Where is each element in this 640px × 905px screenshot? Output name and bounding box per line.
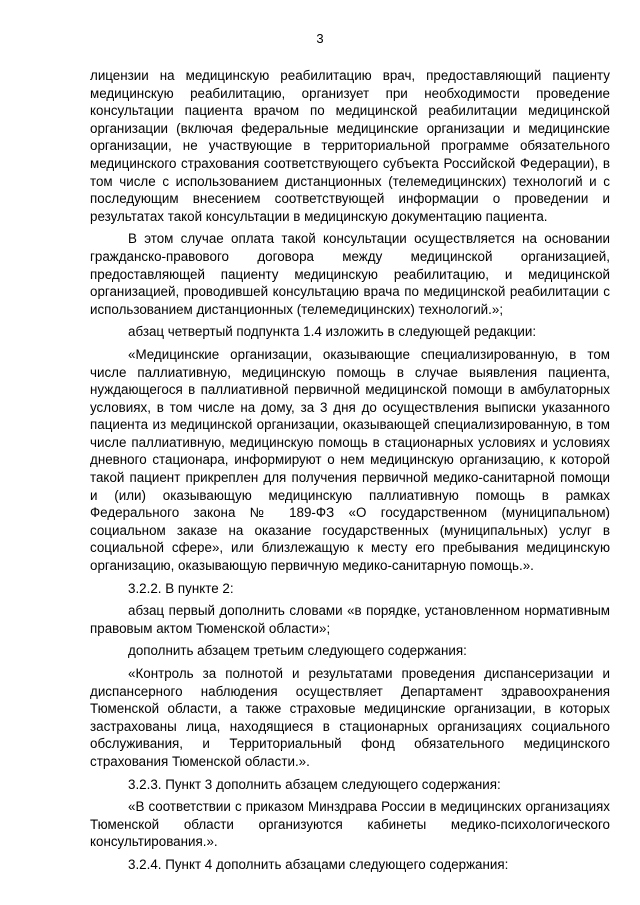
paragraph-control-dispensary: «Контроль за полнотой и результатами проведения диспансеризации и диспансерного наблюдения осуществляет Департамент здравоохранения Тюменской области, а также страховые медицинские организации, в которых застрахованы лица, находящиеся в стационарных организациях социального обслуживания, и Территориальный фонд обязательного медицинского страхования Тюменской области.». (90, 666, 610, 769)
paragraph-amendment-instruction: абзац четвертый подпункта 1.4 изложить в следующей редакции: (128, 324, 537, 340)
document-body (90, 67, 610, 879)
paragraph-section-3-2-3: 3.2.3. Пункт 3 дополнить абзацем следующего содержания: (128, 776, 501, 792)
paragraph-license-continuation: лицензии на медицинскую реабилитацию врач, предоставляющий пациенту медицинскую реабилитацию, организует при необходимости проведение консультации пациента врачом по медицинской реабилитации медицинской организации (включая федеральные медицинские организации и медицинские организации, не участвующие в территориальной программе обязательного медицинского страхования соответствующего субъекта Российской Федерации), в том числе с использованием дистанционных (телемедицинских) технологий и с последующим внесением соответствующей информации о проведении и результатах такой консультации в медицинскую документацию пациента. (90, 68, 610, 224)
paragraph-palliative-care: «Медицинские организации, оказывающие специализированную, в том числе паллиативную, медицинскую помощь в случае выявления пациента, нуждающегося в паллиативной первичной медицинской помощи в амбулаторных условиях, в том числе на дому, за 3 дня до осуществления выписки указанного пациента из медицинской организации, оказывающей специализированную, в том числе паллиативную, медицинскую помощь в стационарных условиях и условиях дневного стационара, информируют о нем медицинскую организацию, к которой такой пациент прикреплен для получения первичной медико-санитарной помощи и (или) оказывающую медицинскую паллиативную помощь в рамках Федерального закона № 189-ФЗ «О государственном (муниципальном) социальном заказе на оказание государственных (муниципальных) услуг в социальной сфере», или близлежащую к месту его пребывания медицинскую организацию, оказывающую первичную медико-санитарную помощь.». (90, 346, 610, 574)
paragraph-section-3-2-4: 3.2.4. Пункт 4 дополнить абзацами следующего содержания: (128, 856, 509, 872)
paragraph-psych-consulting: «В соответствии с приказом Минздрава России в медицинских организациях Тюменской области организуются кабинеты медико-психологического консультирования.». (90, 799, 610, 850)
page-number: 3 (316, 31, 324, 46)
paragraph-first-addition: абзац первый дополнить словами «в порядке, установленном нормативным правовым актом Тюменской области»; (90, 603, 610, 636)
paragraph-section-3-2-2: 3.2.2. В пункте 2: (128, 580, 234, 596)
paragraph-consultation-payment: В этом случае оплата такой консультации осуществляется на основании гражданско-правового договора между медицинской организацией, предоставляющей пациенту медицинскую реабилитацию, и медицинской организацией, проводившей консультацию врача по медицинской реабилитации с использованием дистанционных (телемедицинских) технологий.»; (90, 231, 610, 317)
paragraph-third-addition-instruction: дополнить абзацем третьим следующего содержания: (128, 643, 467, 659)
